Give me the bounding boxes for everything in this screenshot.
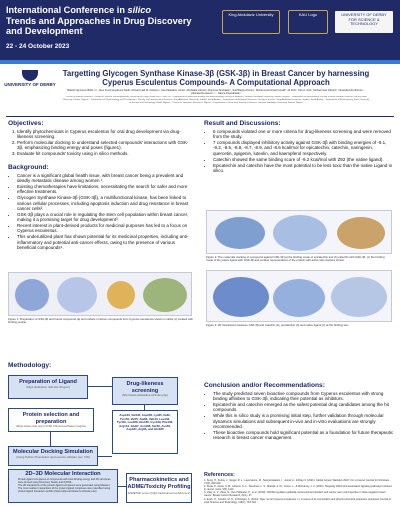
background-item: • Cancer is a significant global health issue, with breast cancer being a prevalent and deadly metastatic disease among women ¹. bbox=[17, 173, 194, 184]
figure-1-caption: Figure 1: Preparation of GSK-3β and bound compound (a) and surface of active compounds from Cyperus esculentus shown in sticks (c) located with binding pocket. bbox=[8, 317, 193, 325]
title-divider bbox=[6, 116, 394, 117]
binding-pocket-image bbox=[143, 278, 187, 312]
conclusion-item: • Epicatechin and catechin emerged as the safest potential drug candidates among the hit compounds. bbox=[213, 402, 394, 413]
references-list bbox=[204, 479, 394, 504]
interaction-item: • The 2D interactions of the protein-ligand complexes were generated using Maestro. bbox=[16, 484, 117, 487]
university-logo bbox=[4, 70, 56, 94]
docking-pose-image bbox=[273, 215, 327, 251]
binding-residues-box bbox=[112, 410, 178, 454]
background-heading: Background: bbox=[8, 164, 49, 171]
objective-item: 2. Perform molecular docking to understand selected compounds' interactions with GSK-3β, emphasizing binding energy and poses (figure1). bbox=[17, 140, 194, 151]
protein-preparation-title: Protein selection and preparation bbox=[22, 412, 80, 425]
objectives-heading: Objectives: bbox=[8, 120, 44, 127]
docking-box bbox=[8, 446, 98, 466]
interaction-diagram-image bbox=[213, 277, 269, 317]
protein-preparation-source: (https://www.rcsb.org/) UCSF Chimera software program bbox=[15, 424, 87, 428]
background-item: • This underutilized plant has shown potential for its medicinal properties, including anti-inflammatory and potential anti-cancer effects, owing to the presence of various beneficial compounds⁴. bbox=[17, 234, 194, 250]
flow-arrow bbox=[88, 386, 112, 387]
reference-item: 4. Ezeh, O., Gordon, M. H., & Niranjan, K. (2014). Tiger nut oil (Cyperus esculentus L.): A review of its composition and physico-chemical properties. European Journal of Lipid Science and Technology, 116(7), 783-794. bbox=[204, 497, 391, 504]
conclusion-heading: Conclusion and/or Recommendations: bbox=[204, 382, 325, 389]
results-heading: Result and Discussions: bbox=[204, 120, 281, 127]
conference-title-line2: Trends and Approaches in Drug Discovery and Development bbox=[6, 15, 192, 36]
background-item: • GSK-3β plays a crucial role in regulating the stem cell population within breast cancer, making it a promising target for drug development³. bbox=[17, 212, 194, 223]
objective-item: 1. Identify phytochemicals in Cyperus esculentus for oral drug development via drug-likeness screening. bbox=[17, 129, 194, 140]
sponsor-logo-1: King Abdulaziz University bbox=[222, 10, 280, 34]
admet-source: ADMETlab server (https://admetmesh.scbdd.com/) bbox=[127, 491, 191, 495]
conference-banner bbox=[0, 0, 400, 64]
protein-structure-image bbox=[57, 277, 97, 313]
flow-arrow bbox=[50, 432, 51, 446]
docking-pose-image bbox=[215, 217, 265, 249]
admet-title: Pharmacokinetics and ADME/Toxicity Profiling bbox=[127, 477, 191, 490]
reference-item: 3. Vijay, G. V., Zhao, N., Den Hollander, P., et al. (2019). GSK3β regulates epithelial-mesenchymal transition and cancer stem cell properties in triple-negative breast cancer. Breast Cancer Research, 21(1), 37. bbox=[204, 491, 386, 498]
conclusion-list bbox=[204, 391, 394, 441]
background-item: • Glycogen Synthase Kinase-3β (GSK-3β), a multifunctional kinase, has been linked to various cellular processes, including apoptosis induction and drug resistance in breast cancer cells². bbox=[17, 195, 194, 211]
university-name: UNIVERSITY OF DERBY bbox=[4, 82, 56, 87]
interaction-diagram-image bbox=[273, 279, 325, 317]
ligand-preparation-title: Preparation of Ligand bbox=[19, 379, 77, 385]
background-item: • Recent interest in plant-derived products for medicinal purposes has led to a focus on Cyperus esculentus. bbox=[17, 223, 194, 234]
banner-stripe bbox=[0, 60, 400, 64]
ligand-preparation-box bbox=[8, 375, 88, 399]
conclusion-item: • While this in silico study is a promising initial step, further validation through molecular dynamics simulations and subsequent in-vivo and in-vitro evaluations are strongly recommended. bbox=[213, 413, 394, 429]
flow-arrow bbox=[98, 456, 112, 457]
result-item: • 6 compounds violated one or more criteria for drug-likeness screening and were removed from the study. bbox=[213, 129, 394, 140]
conference-title-line1: International Conference in bbox=[6, 5, 128, 15]
background-item: • Existing chemotherapies have limitations, necessitating the search for safer and more effective treatments. bbox=[17, 184, 194, 195]
reference-item: 1. Sung, H., Ferlay, J., Siegel, R. L., Laversanne, M., Soerjomataram, I., Jemal, A., & Bray, F. (2021). Global Cancer Statistics 2020. CA: a Cancer Journal for Clinicians, 71(3), 209-249. bbox=[204, 479, 390, 486]
figure-2-image bbox=[206, 210, 392, 254]
docking-title: Molecular Docking Simulation bbox=[13, 449, 93, 455]
protein-structure-image bbox=[15, 279, 49, 311]
figure-2-caption: Figure 2: The molecular docking of compound against GSK-3β (a) the binding mode of epicatechin and (b) catechin with GSK-3β; (c) the binding mode of the native ligand with GSK-3β and surface representation of the protein with active site residues shown. bbox=[206, 255, 385, 263]
ligand-structure-image bbox=[107, 281, 135, 309]
sponsor-logo-3: UNIVERSITY OF DERBY FOR SCIENCE & TECHNOLOGY bbox=[334, 10, 394, 34]
affiliations: ¹ School of Human Sciences, College of Science and Engineering, University of Derby, Derby DE22 1GB, UK; ² Department of Molecular Biology and Biotechnology, Faculty of Medicine, Usmanu Danfodiyo University, Sokoto, Nigeria; ³ Department of Biochemistry, Faculty of Basic Medical Sciences, Bauchi State University, Gadau, Nigeria; ⁴ Department of Pharmacology and Therapeutics, Faculty of Pharmaceutical Sciences, King Abdulaziz University, Jeddah, Saudi Arabia; ⁵ Department of Biological Sciences, Faculty of Science, King Abdulaziz University, Jeddah, Saudi Arabia; ⁶ Department of Biochemistry, Kano University of Science and Technology, Wudil, Nigeria; ⁷ Centre for Genomics Research, Nigeria; ⁸ Department of Chemistry, Faculty of Science, Usmanu Danfodiyo University, Sokoto, Nigeria bbox=[62, 96, 370, 104]
admet-box bbox=[126, 473, 192, 503]
background-list bbox=[8, 173, 194, 251]
ligand-preparation-source: (https://pubchem.ncbi.nlm.nih.gov/) bbox=[26, 384, 70, 389]
drug-likeness-title: Drug-likeness screening bbox=[126, 381, 164, 394]
conclusion-item: • The study predicted seven bioactive compounds from Cyperus esculentus with strong binding affinities to GSK-3β, indicating their potential as inhibitors. bbox=[213, 391, 394, 402]
drug-likeness-source: (http://www.swissadme.ch/index.php) bbox=[121, 393, 168, 397]
flow-arrow bbox=[118, 486, 126, 487]
reference-item: 2. Duda, P., Akula, S. M., Abrams, S. L., Steelman, L. S., Martelli, A. M., Cocco, L., & McCubrey, J. A. (2020). Targeting GSK3 and associated signaling pathways involved in cancer. Cells, 9(5), 1110. bbox=[204, 485, 392, 492]
author-list: Bidwiti Ogunseni Bello ¹⁽²⁾, Jane Kuximanyahuna Sadi², Mohammad M. Asfaoim¹, Hamzatkabiru Umar², Abubakar Attmat³, Abiyemsi Abubakar⁴, Sulif Bagis Ahman¹, Mohammed Hosefi Amalil³, Ali Zeft⁶, Tobi A. Zort¹, Mohammed Infisari¹³, Oluwabumbi Nkiruto¹⁴, Atkinasohio Hamo¹⁵⁽⁵⁾, Narica Popoalleda¹⁶ bbox=[67, 89, 365, 96]
interaction-item: • Protein-ligand complexes of compounds with best binding energy and 3D structures were formed using Discovery Studio and PyMOL. bbox=[16, 478, 117, 484]
objective-item: 3. Evaluate hit compounds' toxicity using in silico methods. bbox=[17, 151, 194, 156]
result-item: • Catechin showed the same binding score of -9.2 kcal/mol with Z92 (the native ligand). bbox=[213, 157, 394, 162]
objectives-list bbox=[8, 129, 194, 157]
figure-3-caption: Figure 3: 2D interactions between GSK-3β and catechin (a), epicatechin (b) and native ligand (c) at the binding site. bbox=[206, 323, 349, 327]
interaction-item: • The most resilient interactions of the protein-ligand complexes were identified using protein-ligand interaction profiler (https://plip-tool.biotec.tu-dresden.de/) bbox=[16, 487, 117, 493]
interaction-box bbox=[8, 469, 118, 503]
conference-dates: 22 - 24 October 2023 bbox=[6, 43, 70, 50]
results-list bbox=[204, 129, 394, 174]
figure-1-image bbox=[8, 272, 192, 316]
crest-icon bbox=[22, 70, 38, 81]
docking-pose-image bbox=[337, 217, 385, 249]
conclusion-item: • These bioactive compounds hold significant potential as a foundation for future therapeutic research in breast cancer management. bbox=[213, 430, 394, 441]
figure-3-image bbox=[206, 270, 392, 322]
poster-title: Targetting Glycogen Synthase Kinase-3β (GSK-3β) in Breast Cancer by harnessing Cyperus Esculentus Compounds- A Computational Approach bbox=[62, 69, 370, 87]
drug-likeness-box bbox=[112, 377, 178, 405]
protein-preparation-box bbox=[8, 408, 94, 432]
conference-title bbox=[6, 5, 206, 37]
result-item: • Epicatechin and catechin have the most potential to be less toxic than the native Ligand in silico. bbox=[213, 163, 394, 174]
references-heading: References: bbox=[204, 472, 235, 478]
sponsor-logo-2: KAU Logo bbox=[288, 10, 328, 34]
conference-title-italic: silico bbox=[127, 5, 151, 15]
interaction-title: 2D–3D Molecular Interaction bbox=[25, 471, 101, 477]
docking-source: (Using Python Prescription open-source software (ver. 0.8)) bbox=[16, 454, 90, 459]
methodology-heading: Methodology: bbox=[8, 362, 52, 369]
interaction-diagram-image bbox=[331, 277, 387, 317]
result-item: • 7 compounds displayed inhibitory activity against GSK-3β with binding energies of -9.1, -9.2, -8.5, -8.8, -8.7, -8.9, and -8.6 kcal/mol for epicatechin, catechin, naringenin, quercetin, apigenin, luteolin, and kaempferol respectively. bbox=[213, 140, 394, 156]
binding-residues-list: Asp133, Val135, Asp200, Lys85, Ile62, Tyr134, Val70, Ala83, Val110, Leu132, Tyr140, Leu188, Gln185, Cys199, Phe136, Arg144, Glu97, Asn186, Ser66, Asn64, Asp181, Arg96, and Gln186 bbox=[116, 413, 174, 432]
